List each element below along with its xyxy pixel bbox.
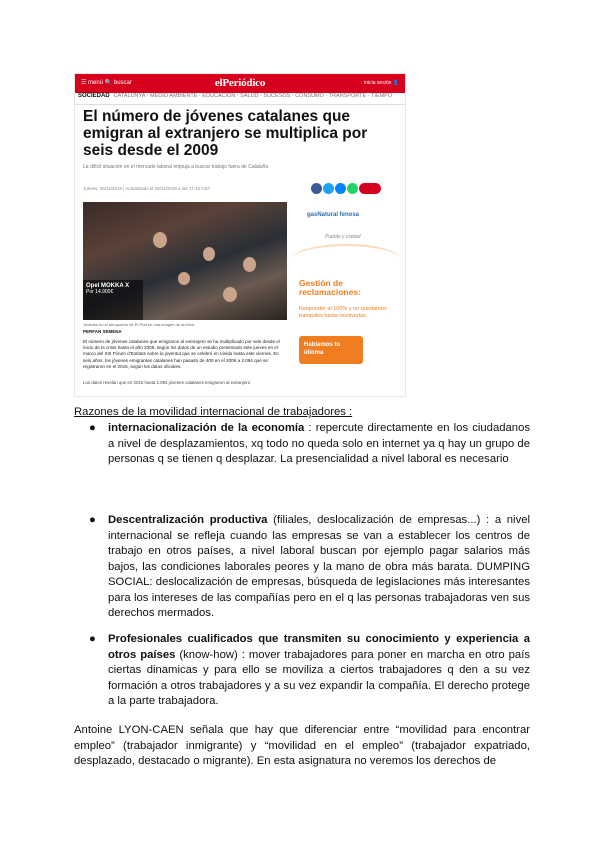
ad-slogan: Pueblo y ciudad xyxy=(325,234,361,240)
comment-icon xyxy=(359,183,381,194)
login-label: inicia sesión 👤 xyxy=(364,80,399,86)
ad-heading: Gestión de reclamaciones: xyxy=(299,278,361,297)
messenger-icon xyxy=(335,183,346,194)
photo-ad-title: Opel MOKKA X xyxy=(86,283,130,289)
bullet-icon: ● xyxy=(89,514,96,526)
section-bar xyxy=(75,93,405,105)
menu-search-label: ☰ menú 🔍 buscar xyxy=(81,80,132,86)
bullet-bold: internacionalización de la economía xyxy=(108,422,305,434)
section-name: SOCIEDAD xyxy=(78,93,110,99)
bullet-icon: ● xyxy=(89,633,96,645)
newspaper-logo: elPeriódico xyxy=(214,77,266,89)
heading-text: Razones de la movilidad internacional de trabajadores : xyxy=(74,406,353,418)
article-author: PERFAN SEMENA xyxy=(83,329,122,334)
article-subtitle: La difícil situación en el mercado laboral empuja a buscar trabajo fuera de Cataluña xyxy=(83,164,269,170)
bullet-bold: Descentralización productiva xyxy=(108,514,268,526)
twitter-icon xyxy=(323,183,334,194)
article-more: Los datos revelan que en 2015 hasta 2.094 jóvenes catalanes emigraron al extranjero xyxy=(83,380,251,385)
bullet-list xyxy=(74,632,530,710)
newspaper-topbar xyxy=(75,74,405,93)
article-photo xyxy=(83,202,287,320)
list-item xyxy=(74,513,530,622)
bullet-bold: Profesionales cualificados que transmiten su conocimiento y experiencia a otros países xyxy=(108,633,530,661)
article-date: Jueves, 25/11/2016 | Actualizado el 25/11/2016 a las 17:15 CET xyxy=(83,186,211,191)
bullet-list xyxy=(74,421,530,468)
ad-brand: gasNatural fenosa xyxy=(307,212,360,218)
bullet-text: (filiales, deslocalización de empresas...) : a nivel internacional se refleja cuando las empresas se van a establecer los centros de trabajo en otros países, a nivel laboral buscan por ejemplo pagar salarios más bajos, las condiciones laborales peores y la mano de obra más barata. DUMPING SOCIAL: deslocalización de empresas, búsqueda de legislaciones más interesantes para los intereses de las compañías pero en el q las personas trabajadoras ven sus derechos mermados. xyxy=(108,514,531,619)
newspaper-screenshot xyxy=(74,73,406,397)
bullet-list xyxy=(74,513,530,622)
article-headline: El número de jóvenes catalanes que emigran al extranjero se multiplica por seis desde el 2009 xyxy=(83,108,368,159)
ad-text: Responder al 100% y no quedarnos tranquilos hasta resolverlas xyxy=(299,306,387,319)
photo-ad xyxy=(83,280,143,320)
whatsapp-icon xyxy=(347,183,358,194)
article-lead: El número de jóvenes catalanes que emigraron al extranjero se ha multiplicado por seis desde el inicio de la crisis hasta el año 2009, según los datos de un estudio presentado este jueves en el marco del XIII Fórum d'Entitats sobre la joventut que se celebró en Lleida hasta este viernes. En seis años, los jóvenes emigrantes catalanes han pasado de 400 en el 2009 a 2.094 que se registraron en el 2015, según los datos oficiales. xyxy=(83,339,280,369)
photo-caption: Jóvenes en el aeropuerto de El Prat en una imagen de archivo. xyxy=(83,322,196,327)
bullet-text: : repercute directamente en los ciudadanos a nivel de desplazamientos, xq todo no queda solo en internet ya q hay un grupo de personas q se tienen q desplazar. La presencialidad a nivel laboral es necesario xyxy=(108,422,531,465)
body-paragraph: Antoine LYON-CAEN señala que hay que diferenciar entre “movilidad para encontrar empleo” (trabajador inmigrante) y “movilidad en el empleo” (trabajador expatriado, desplazado, destacado o migrante). En esta asignatura no veremos los derechos de xyxy=(74,724,530,767)
share-buttons xyxy=(311,181,382,199)
facebook-icon xyxy=(311,183,322,194)
ad-button: Hablamos tu idioma xyxy=(299,336,363,364)
list-item xyxy=(74,421,530,468)
side-advertisement xyxy=(291,204,401,394)
bullet-icon: ● xyxy=(89,422,96,434)
section-links: CATALUNYA · MEDIO AMBIENTE · EDUCACIÓN · SALUD · SUCESOS · CONSUMO · TRANSPORTE · TIEMPO xyxy=(113,93,393,99)
bullet-text: (know-how) : mover trabajadores para poner en marcha en otro país ciertas dinamicas y para ello se moviliza a ciertos trabajadores q den a su vez formación a otros trabajadores y a su vez expandir la compañía. El derecho protege a la parte trabajadora. xyxy=(108,648,530,707)
list-item xyxy=(74,632,530,710)
section-heading xyxy=(74,405,530,421)
photo-ad-price: Por 14.900€ xyxy=(86,289,114,295)
